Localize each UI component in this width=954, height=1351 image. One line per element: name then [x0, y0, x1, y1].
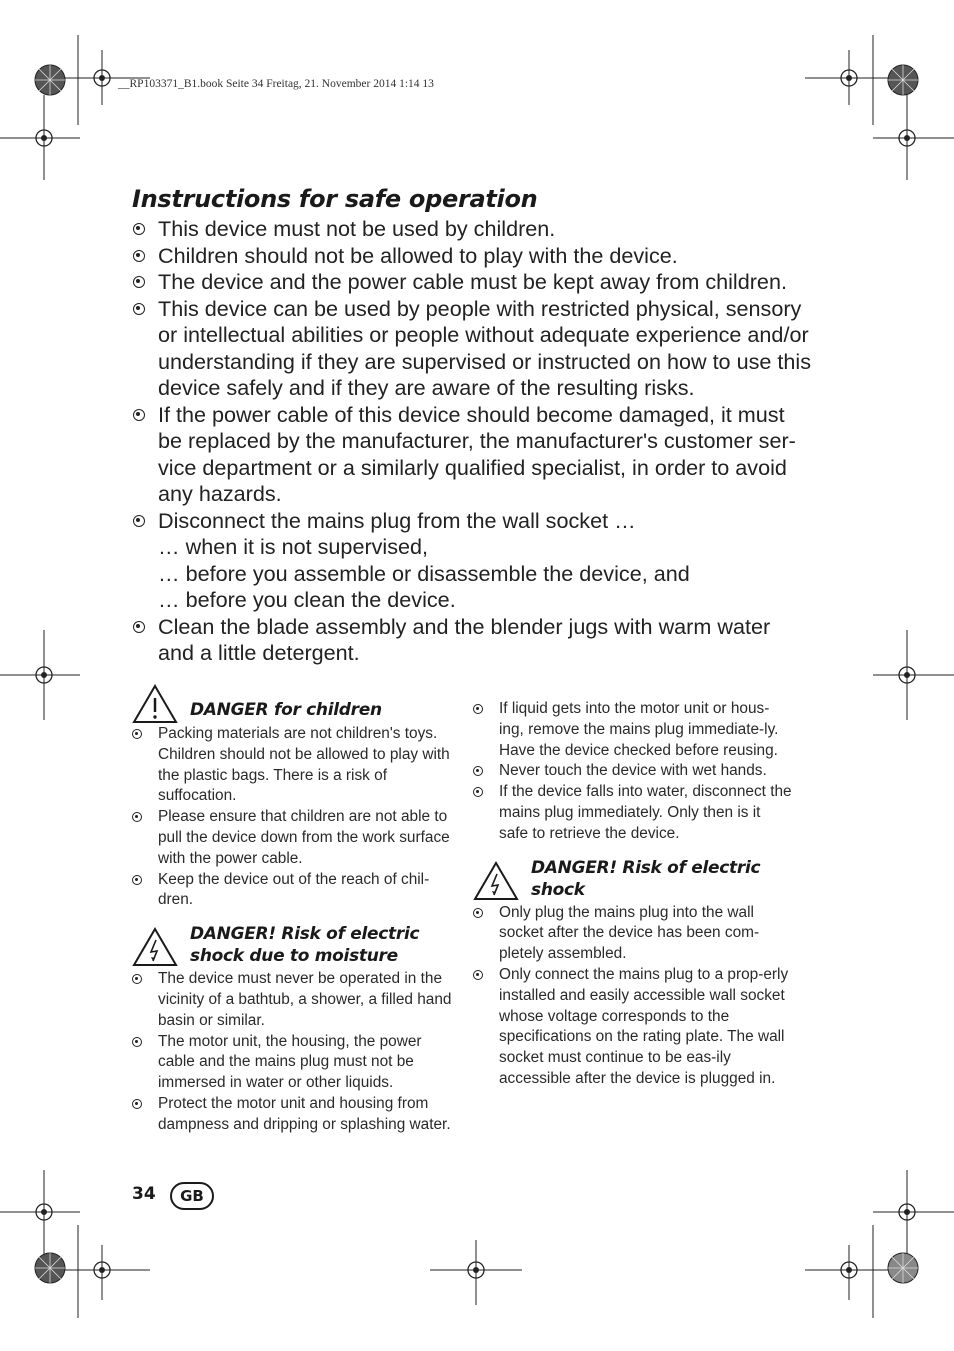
bullet-icon	[132, 875, 142, 885]
list-item	[132, 216, 812, 243]
bullet-icon	[473, 787, 483, 797]
bullet-icon	[133, 409, 145, 421]
warning-title: DANGER! Risk of electric shock due to moisture	[190, 924, 420, 967]
bullet-icon	[132, 812, 142, 822]
list-item-text: Keep the device out of the reach of chil-dren.	[158, 870, 430, 909]
warning-electric-moisture	[132, 923, 452, 969]
list-item	[132, 724, 452, 807]
right-column	[473, 699, 793, 1090]
list-item	[132, 402, 812, 508]
list-item-text: This device can be used by people with restricted physical, sensory or intellectual abilities or people without adequate experience and/or understanding if they are supervised or instructed on how to use this device safely and if they are aware of the resulting risks.	[158, 295, 811, 400]
list-item-text: … when it is not supervised,	[158, 534, 429, 559]
left-column	[132, 684, 452, 1136]
list-item	[132, 1032, 452, 1094]
list-item	[132, 508, 812, 535]
bullet-icon	[473, 908, 483, 918]
bullet-icon	[133, 515, 145, 527]
list-item-text: The device must never be operated in the vicinity of a bathtub, a shower, a filled hand basin or similar.	[158, 970, 452, 1029]
warning-list	[132, 724, 452, 911]
bullet-icon	[132, 1099, 142, 1109]
list-item-text: If liquid gets into the motor unit or hous-ing, remove the mains plug immediate-ly. Have the device checked before reusing.	[499, 700, 779, 759]
bullet-icon	[473, 766, 483, 776]
bullet-icon	[132, 974, 142, 984]
list-item	[132, 561, 812, 588]
section-title: Instructions for safe operation	[132, 185, 538, 213]
page-number: 34	[132, 1184, 156, 1204]
list-item-text: … before you clean the device.	[158, 587, 456, 612]
list-item	[132, 807, 452, 869]
warning-electric	[473, 857, 793, 903]
bullet-icon	[133, 276, 145, 288]
list-item-text: Disconnect the mains plug from the wall socket …	[158, 507, 636, 533]
list-item-text: This device must not be used by children.	[158, 216, 556, 241]
list-item-text: Only connect the mains plug to a prop-erly installed and easily accessible wall socket whose voltage corresponds to the specifications on the rating plate. The wall socket must continue to be eas-ily accessible after the device is plugged in.	[499, 965, 789, 1087]
list-item	[473, 699, 793, 761]
list-item-text: If the device falls into water, disconnect the mains plug immediately. Only then is it safe to retrieve the device.	[499, 783, 792, 842]
list-item-text: Never touch the device with wet hands.	[499, 762, 767, 780]
bullet-icon	[132, 729, 142, 739]
list-item	[132, 534, 812, 561]
list-item	[473, 965, 793, 1090]
warning-title: DANGER for children	[190, 700, 382, 720]
list-item-text: Only plug the mains plug into the wall socket after the device has been com-pletely assembled.	[499, 903, 760, 963]
list-item-text: Packing materials are not children's toys. Children should not be allowed to play with the plastic bags. There is a risk of suffocation.	[158, 725, 450, 805]
list-item-text: Clean the blade assembly and the blender jugs with warm water and a little detergent.	[158, 613, 771, 665]
bullet-icon	[133, 303, 145, 315]
list-item-text: Children should not be allowed to play with the device.	[158, 242, 678, 268]
moisture-list-continued	[473, 699, 793, 845]
list-item	[132, 269, 812, 296]
list-item	[132, 614, 812, 667]
list-item	[132, 870, 452, 912]
warning-list	[473, 903, 793, 1090]
list-item	[132, 296, 812, 402]
list-item-text: The motor unit, the housing, the power cable and the mains plug must not be immersed in water or other liquids.	[158, 1032, 422, 1092]
bullet-icon	[473, 704, 483, 714]
language-badge: GB	[170, 1182, 214, 1210]
list-item	[132, 243, 812, 270]
warning-children	[132, 684, 452, 724]
warning-list	[132, 969, 452, 1135]
electric-shock-icon	[473, 861, 519, 901]
print-header: __RP103371_B1.book Seite 34 Freitag, 21. November 2014 1:14 13	[118, 78, 434, 90]
list-item	[132, 1094, 452, 1136]
list-item	[473, 761, 793, 782]
list-item-text: Protect the motor unit and housing from dampness and dripping or splashing water.	[158, 1094, 451, 1133]
bullet-icon	[132, 1037, 142, 1047]
list-item	[132, 587, 812, 614]
list-item-text: … before you assemble or disassemble the device, and	[158, 560, 690, 586]
list-item	[473, 903, 793, 965]
bullet-icon	[133, 250, 145, 262]
list-item-text: If the power cable of this device should become damaged, it must be replaced by the manufacturer, the manufacturer's customer ser-vice department or a similarly qualified specialist, in order to avoid any hazards.	[158, 401, 796, 506]
electric-shock-icon	[132, 927, 178, 967]
list-item	[473, 782, 793, 844]
bullet-icon	[473, 970, 483, 980]
bullet-icon	[133, 223, 145, 235]
safety-instruction-list	[132, 216, 812, 667]
list-item-text: The device and the power cable must be kept away from children.	[158, 269, 787, 294]
warning-title: DANGER! Risk of electric shock	[531, 857, 761, 900]
list-item-text: Please ensure that children are not able to pull the device down from the work surface with the power cable.	[158, 808, 450, 867]
bullet-icon	[133, 621, 145, 633]
exclamation-icon	[132, 684, 178, 724]
list-item	[132, 969, 452, 1031]
